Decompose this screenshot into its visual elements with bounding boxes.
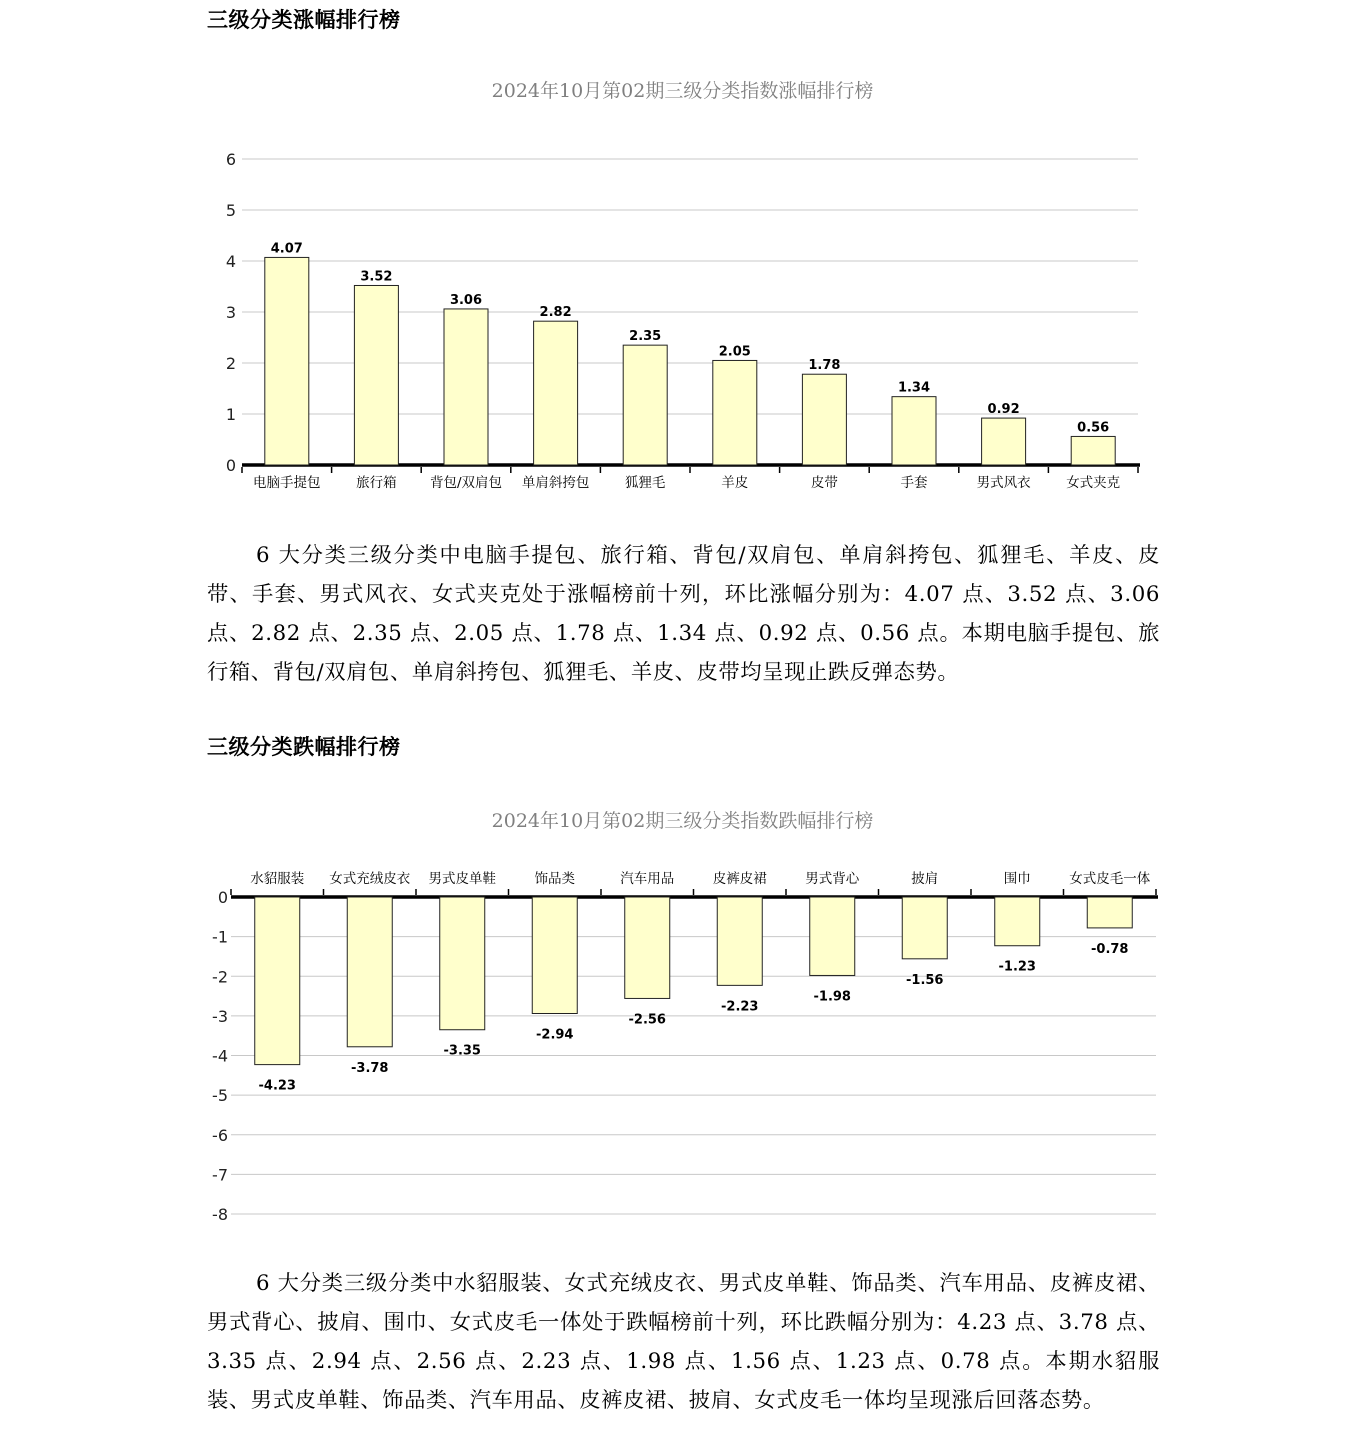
- y-tick-label: 4: [225, 252, 236, 271]
- data-label: 2.82: [539, 305, 572, 321]
- bar: [1087, 897, 1132, 928]
- category-label: 饰品类: [534, 871, 575, 887]
- category-label: 男式风衣: [976, 475, 1031, 491]
- bar: [532, 897, 577, 1013]
- paragraph-fall-text: 6 大分类三级分类中水貂服装、女式充绒皮衣、男式皮单鞋、饰品类、汽车用品、皮裤皮裙、男式背心、披肩、围巾、女式皮毛一体处于跌幅榜前十列，环比跌幅分别为：4.23 点、3.78 点、3.35 点、2.94 点、2.56 点、2.23 点、1.98 点、1.56 点、1.23 点、0.78 点。本期水貂服装、男式皮单鞋、饰品类、汽车用品、皮裤皮裙、披肩、女式皮毛一体均呈现涨后回落态势。: [207, 1271, 1160, 1413]
- y-tick-label: 6: [225, 150, 236, 169]
- bar: [625, 897, 670, 998]
- y-tick-label: -4: [212, 1046, 228, 1066]
- category-label: 水貂服装: [250, 871, 305, 887]
- bar: [713, 360, 757, 465]
- fall-bar-chart: [0, 860, 1365, 1230]
- y-tick-label: -7: [212, 1165, 228, 1185]
- y-tick-label: 0: [225, 456, 236, 475]
- data-label: -4.23: [258, 1078, 296, 1094]
- category-label: 女式充绒皮衣: [329, 871, 411, 887]
- bar: [902, 897, 947, 959]
- category-label: 披肩: [911, 871, 939, 887]
- paragraph-rise: [207, 536, 1160, 692]
- bar: [534, 321, 578, 465]
- data-label: -1.98: [813, 989, 851, 1005]
- bar: [1071, 436, 1115, 465]
- data-label: 3.06: [449, 292, 483, 308]
- bar: [982, 418, 1026, 465]
- bar: [354, 285, 398, 465]
- data-label: -2.94: [536, 1027, 574, 1043]
- y-tick-label: -2: [212, 967, 228, 987]
- category-label: 单肩斜挎包: [521, 475, 590, 491]
- y-tick-label: 3: [225, 303, 236, 322]
- data-label: 3.52: [360, 269, 393, 285]
- data-label: 1.78: [808, 358, 841, 374]
- y-tick-label: 5: [225, 201, 236, 220]
- category-label: 皮裤皮裙: [712, 871, 767, 887]
- y-tick-label: -3: [212, 1006, 228, 1026]
- bar: [892, 397, 936, 465]
- data-label: -1.23: [998, 959, 1036, 975]
- category-label: 狐狸毛: [624, 475, 666, 491]
- y-tick-label: 1: [225, 405, 236, 424]
- chart-title-rise: 2024年10月第02期三级分类指数涨幅排行榜: [491, 80, 874, 102]
- data-label: 0.56: [1077, 420, 1110, 436]
- paragraph-rise-text: 6 大分类三级分类中电脑手提包、旅行箱、背包/双肩包、单肩斜挎包、狐狸毛、羊皮、皮带、手套、男式风衣、女式夹克处于涨幅榜前十列，环比涨幅分别为：4.07 点、3.52 点、3.06 点、2.82 点、2.35 点、2.05 点、1.78 点、1.34 点、0.92 点、0.56 点。本期电脑手提包、旅行箱、背包/双肩包、单肩斜挎包、狐狸毛、羊皮、皮带均呈现止跌反弹态势。: [207, 543, 1160, 685]
- y-tick-label: 2: [225, 354, 236, 373]
- category-label: 围巾: [1003, 871, 1031, 887]
- category-label: 男式背心: [805, 871, 860, 887]
- rise-bar-chart: [0, 140, 1365, 500]
- y-tick-label: -1: [212, 927, 228, 947]
- bar: [347, 897, 392, 1047]
- section-title-fall: 三级分类跌幅排行榜: [207, 735, 401, 759]
- chart-title-fall: 2024年10月第02期三级分类指数跌幅排行榜: [491, 810, 874, 832]
- data-label: 2.35: [629, 329, 662, 345]
- category-label: 女式夹克: [1066, 475, 1121, 491]
- bar: [810, 897, 855, 975]
- paragraph-fall: [207, 1264, 1160, 1420]
- data-label: 1.34: [897, 380, 931, 396]
- data-label: -0.78: [1091, 941, 1129, 957]
- category-label: 皮带: [810, 475, 838, 491]
- data-label: 4.07: [270, 241, 303, 257]
- bar: [255, 897, 300, 1065]
- bar: [444, 309, 488, 465]
- category-label: 女式皮毛一体: [1069, 871, 1151, 887]
- data-label: -3.78: [351, 1060, 389, 1076]
- category-label: 电脑手提包: [253, 475, 321, 491]
- data-label: -1.56: [906, 972, 944, 988]
- data-label: -2.56: [628, 1012, 666, 1028]
- bar: [623, 345, 667, 465]
- bar: [440, 897, 485, 1030]
- data-label: 0.92: [987, 402, 1020, 418]
- category-label: 汽车用品: [620, 871, 675, 887]
- data-label: -2.23: [721, 999, 759, 1015]
- section-title-rise: 三级分类涨幅排行榜: [207, 8, 401, 32]
- y-tick-label: -8: [212, 1205, 228, 1224]
- bar: [265, 257, 309, 465]
- bar: [802, 374, 846, 465]
- data-label: 2.05: [718, 344, 751, 360]
- category-label: 背包/双肩包: [429, 475, 503, 491]
- category-label: 旅行箱: [356, 475, 397, 491]
- bar: [717, 897, 762, 985]
- data-label: -3.35: [443, 1043, 481, 1059]
- y-tick-label: -5: [212, 1086, 228, 1106]
- category-label: 羊皮: [721, 475, 749, 491]
- category-label: 手套: [900, 475, 928, 491]
- bar: [995, 897, 1040, 946]
- category-label: 男式皮单鞋: [428, 871, 496, 887]
- y-tick-label: -6: [212, 1125, 228, 1145]
- y-tick-label: 0: [217, 888, 228, 907]
